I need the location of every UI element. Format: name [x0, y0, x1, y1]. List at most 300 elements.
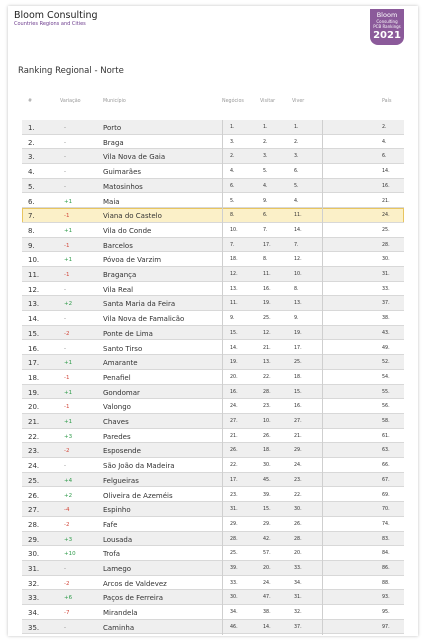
badge-line2: Consulting	[376, 19, 398, 24]
business-cell: 30.	[230, 595, 238, 601]
rank-cell: 34.	[28, 609, 40, 618]
variation-cell: -2	[64, 330, 70, 337]
visit-cell: 1.	[263, 125, 268, 130]
country-cell: 43.	[382, 330, 390, 336]
business-cell: 14.	[230, 345, 238, 351]
municipality-cell: Fafe	[103, 520, 118, 529]
business-cell: 22.	[230, 463, 238, 469]
country-cell: 52.	[382, 360, 390, 366]
table-row	[8, 620, 418, 635]
country-cell: 56.	[382, 404, 390, 410]
municipality-cell: Viana do Castelo	[103, 212, 162, 221]
live-cell: 24.	[294, 463, 302, 469]
municipality-cell: Braga	[103, 138, 124, 147]
badge-line3: PCB Rankings	[373, 24, 401, 29]
municipality-cell: Porto	[103, 124, 122, 132]
rank-cell: 4.	[28, 168, 35, 177]
rank-cell: 14.	[28, 315, 40, 324]
variation-cell: +2	[64, 492, 73, 499]
rank-cell: 16.	[28, 344, 40, 353]
table-row	[8, 414, 418, 429]
table-row	[8, 120, 418, 135]
country-cell: 69.	[382, 492, 390, 498]
rank-cell: 29.	[28, 535, 40, 544]
table-row	[8, 296, 418, 311]
rank-cell: 18.	[28, 373, 40, 382]
business-cell: 23.	[230, 492, 238, 498]
business-cell: 21.	[230, 433, 238, 439]
table-row	[8, 149, 418, 164]
business-cell: 16.	[230, 389, 238, 395]
country-cell: 6.	[382, 154, 387, 160]
rank-cell: 26.	[28, 491, 40, 500]
page-title: Ranking Regional - Norte	[18, 66, 124, 76]
country-cell: 88.	[382, 580, 390, 586]
row-background	[22, 267, 404, 282]
live-cell: 16.	[294, 404, 302, 410]
country-cell: 58.	[382, 419, 390, 424]
rank-cell: 21.	[28, 418, 40, 426]
table-row	[8, 355, 418, 370]
municipality-cell: Chaves	[103, 418, 129, 426]
table-row	[8, 252, 418, 267]
business-cell: 10.	[230, 227, 238, 233]
row-background	[22, 326, 404, 341]
row-background	[22, 296, 404, 311]
rank-cell: 7.	[28, 212, 35, 221]
rank-cell: 12.	[28, 285, 40, 294]
business-cell: 24.	[230, 404, 238, 410]
municipality-cell: Paços de Ferreira	[103, 594, 164, 603]
visit-cell: 4.	[263, 183, 268, 189]
live-cell: 3.	[294, 154, 299, 160]
table-row	[8, 135, 418, 150]
business-cell: 13.	[230, 286, 238, 292]
header-municipality: Município	[103, 99, 126, 104]
rank-cell: 30.	[28, 550, 40, 559]
live-cell: 34.	[294, 580, 302, 586]
variation-cell: +4	[64, 477, 73, 484]
visit-cell: 6.	[263, 213, 268, 219]
municipality-cell: São João da Madeira	[103, 462, 175, 471]
table-row	[8, 502, 418, 517]
live-cell: 23.	[294, 477, 302, 483]
table-row	[8, 546, 418, 561]
visit-cell: 20.	[263, 566, 271, 571]
table-row	[8, 238, 418, 253]
variation-cell: -	[64, 463, 66, 470]
row-background	[22, 502, 404, 517]
table-row	[8, 429, 418, 444]
business-cell: 29.	[230, 521, 238, 527]
table-row	[8, 326, 418, 341]
business-cell: 15.	[230, 330, 238, 336]
business-cell: 2.	[230, 154, 235, 160]
visit-cell: 22.	[263, 374, 271, 380]
country-cell: 63.	[382, 448, 390, 454]
variation-cell: -	[64, 125, 66, 131]
visit-cell: 39.	[263, 492, 271, 498]
rank-cell: 10.	[28, 256, 40, 265]
business-cell: 33.	[230, 580, 238, 586]
municipality-cell: Esposende	[103, 447, 141, 456]
header-visit: Visitar	[260, 99, 276, 104]
rank-cell: 33.	[28, 594, 40, 603]
header-variation: Variação	[60, 99, 81, 104]
live-cell: 2.	[294, 139, 299, 145]
table-row	[8, 208, 418, 223]
business-cell: 26.	[230, 448, 238, 454]
live-cell: 11.	[294, 213, 302, 219]
variation-cell: +3	[64, 536, 73, 543]
visit-cell: 11.	[263, 272, 271, 277]
municipality-cell: Guimarães	[103, 168, 142, 177]
variation-cell: +6	[64, 595, 73, 602]
visit-cell: 8.	[263, 257, 268, 263]
header-rank: #	[28, 99, 33, 104]
municipality-cell: Santo Tirso	[103, 344, 143, 353]
live-cell: 17.	[294, 345, 302, 351]
business-cell: 3.	[230, 139, 235, 145]
country-cell: 95.	[382, 610, 390, 616]
variation-cell: +1	[64, 198, 73, 205]
municipality-cell: Vila Real	[103, 285, 134, 294]
visit-cell: 25.	[263, 316, 271, 322]
visit-cell: 10.	[263, 419, 271, 424]
variation-cell: -	[64, 345, 66, 352]
variation-cell: -1	[64, 374, 70, 381]
table-row	[8, 194, 418, 209]
rank-cell: 5.	[28, 182, 35, 191]
country-cell: 61.	[382, 433, 390, 439]
visit-cell: 30.	[263, 463, 271, 469]
visit-cell: 28.	[263, 389, 271, 395]
rank-cell: 17.	[28, 359, 40, 368]
table-row	[8, 517, 418, 532]
municipality-cell: Ponte de Lima	[103, 329, 153, 338]
country-cell: 14.	[382, 169, 390, 175]
table-row	[8, 267, 418, 282]
table-row	[8, 561, 418, 576]
variation-cell: -	[64, 183, 66, 190]
live-cell: 21.	[294, 433, 302, 439]
variation-cell: -1	[64, 242, 70, 249]
ranking-badge	[370, 9, 404, 45]
live-cell: 13.	[294, 301, 302, 307]
live-cell: 33.	[294, 566, 302, 571]
country-cell: 67.	[382, 477, 390, 483]
business-cell: 9.	[230, 316, 235, 322]
municipality-cell: Póvoa de Varzim	[103, 256, 162, 265]
row-background	[22, 561, 404, 576]
table-row	[8, 458, 418, 473]
country-cell: 54.	[382, 374, 390, 380]
table-row	[8, 473, 418, 488]
visit-cell: 15.	[263, 507, 271, 513]
table-row	[8, 164, 418, 179]
live-cell: 25.	[294, 360, 302, 366]
business-cell: 11.	[230, 301, 238, 307]
variation-cell: -7	[64, 610, 70, 617]
table-row	[8, 311, 418, 326]
visit-cell: 42.	[263, 536, 271, 542]
country-cell: 74.	[382, 521, 390, 527]
variation-cell: +1	[64, 360, 73, 367]
business-cell: 17.	[230, 477, 238, 483]
country-cell: 33.	[382, 286, 390, 292]
live-cell: 37.	[294, 624, 302, 630]
country-cell: 31.	[382, 272, 390, 277]
rank-cell: 6.	[28, 197, 35, 206]
row-divider	[22, 633, 404, 634]
country-cell: 38.	[382, 316, 390, 322]
variation-cell: -	[64, 286, 66, 293]
row-background	[22, 179, 404, 194]
variation-cell: -	[64, 316, 66, 323]
live-cell: 8.	[294, 286, 299, 292]
visit-cell: 19.	[263, 301, 271, 307]
table-row	[8, 282, 418, 297]
business-cell: 6.	[230, 183, 235, 189]
country-cell: 97.	[382, 624, 390, 630]
live-cell: 30.	[294, 507, 302, 513]
column-divider	[322, 120, 323, 635]
live-cell: 10.	[294, 272, 302, 277]
visit-cell: 18.	[263, 448, 271, 454]
variation-cell: +1	[64, 257, 73, 264]
brand-subtitle: Countries Regions and Cities	[14, 21, 86, 27]
visit-cell: 38.	[263, 610, 271, 616]
country-cell: 37.	[382, 301, 390, 307]
business-cell: 46.	[230, 624, 238, 630]
table-row	[8, 223, 418, 238]
row-background	[22, 532, 404, 547]
table-row	[8, 576, 418, 591]
variation-cell: -2	[64, 521, 70, 528]
variation-cell: +1	[64, 227, 73, 234]
row-background	[22, 414, 404, 429]
municipality-cell: Paredes	[103, 432, 131, 441]
country-cell: 49.	[382, 345, 390, 351]
rank-cell: 23.	[28, 447, 40, 456]
rank-cell: 25.	[28, 476, 40, 485]
visit-cell: 12.	[263, 330, 271, 336]
municipality-cell: Bragança	[103, 271, 137, 279]
rank-cell: 1.	[28, 124, 35, 132]
visit-cell: 29.	[263, 521, 271, 527]
variation-cell: +1	[64, 419, 73, 425]
visit-cell: 7.	[263, 227, 268, 233]
visit-cell: 21.	[263, 345, 271, 351]
row-background	[22, 473, 404, 488]
country-cell: 83.	[382, 536, 390, 542]
municipality-cell: Trofa	[103, 550, 121, 559]
municipality-cell: Lamego	[103, 565, 132, 573]
business-cell: 19.	[230, 360, 238, 366]
business-cell: 1.	[230, 125, 235, 130]
table-row	[8, 370, 418, 385]
business-cell: 20.	[230, 374, 238, 380]
rank-cell: 27.	[28, 506, 40, 515]
table-row	[8, 605, 418, 620]
municipality-cell: Felgueiras	[103, 476, 139, 485]
live-cell: 19.	[294, 330, 302, 336]
visit-cell: 5.	[263, 169, 268, 175]
variation-cell: -4	[64, 507, 70, 514]
row-background	[22, 238, 404, 253]
rank-cell: 8.	[28, 226, 35, 235]
live-cell: 14.	[294, 227, 302, 233]
header-country: País	[382, 99, 392, 104]
country-cell: 55.	[382, 389, 390, 395]
country-cell: 16.	[382, 183, 390, 189]
rank-cell: 28.	[28, 520, 40, 529]
table-row	[8, 399, 418, 414]
live-cell: 9.	[294, 316, 299, 322]
badge-line1: Bloom	[376, 11, 398, 19]
visit-cell: 47.	[263, 595, 271, 601]
rank-cell: 32.	[28, 579, 40, 588]
visit-cell: 2.	[263, 139, 268, 145]
variation-cell: +10	[64, 551, 76, 558]
country-cell: 25.	[382, 227, 390, 233]
rank-cell: 11.	[28, 271, 40, 279]
variation-cell: -	[64, 169, 66, 176]
live-cell: 26.	[294, 521, 302, 527]
variation-cell: -	[64, 566, 66, 572]
municipality-cell: Penafiel	[103, 373, 131, 382]
municipality-cell: Gondomar	[103, 388, 140, 397]
visit-cell: 24.	[263, 580, 271, 586]
live-cell: 1.	[294, 125, 299, 130]
rank-cell: 9.	[28, 241, 35, 250]
variation-cell: -2	[64, 448, 70, 455]
table-header	[8, 99, 418, 109]
country-cell: 84.	[382, 551, 390, 557]
municipality-cell: Matosinhos	[103, 182, 143, 191]
header-business: Negócios	[222, 99, 244, 104]
badge-year: 2021	[373, 30, 401, 41]
visit-cell: 26.	[263, 433, 271, 439]
header-live: Viver	[292, 99, 305, 104]
business-cell: 18.	[230, 257, 238, 263]
visit-cell: 3.	[263, 154, 268, 160]
live-cell: 7.	[294, 242, 299, 248]
visit-cell: 23.	[263, 404, 271, 410]
variation-cell: -1	[64, 404, 70, 411]
live-cell: 4.	[294, 198, 299, 204]
municipality-cell: Caminha	[103, 623, 135, 632]
visit-cell: 9.	[263, 198, 268, 204]
table-row	[8, 385, 418, 400]
row-background	[22, 208, 404, 223]
table-row	[8, 488, 418, 503]
rank-cell: 35.	[28, 623, 40, 632]
country-cell: 86.	[382, 566, 390, 571]
table-row	[8, 341, 418, 356]
rank-cell: 24.	[28, 462, 40, 471]
business-cell: 27.	[230, 419, 238, 424]
municipality-cell: Vila Nova de Famalicão	[103, 315, 185, 324]
municipality-cell: Arcos de Valdevez	[103, 579, 167, 588]
variation-cell: -	[64, 154, 66, 161]
municipality-cell: Valongo	[103, 403, 131, 412]
rank-cell: 22.	[28, 432, 40, 441]
visit-cell: 13.	[263, 360, 271, 366]
row-background	[22, 120, 404, 135]
municipality-cell: Espinho	[103, 506, 131, 515]
rank-cell: 3.	[28, 153, 35, 162]
municipality-cell: Santa Maria da Feira	[103, 300, 176, 309]
live-cell: 18.	[294, 374, 302, 380]
business-cell: 8.	[230, 213, 235, 219]
business-cell: 12.	[230, 272, 238, 277]
business-cell: 39.	[230, 566, 238, 571]
table-row	[8, 443, 418, 458]
row-background	[22, 149, 404, 164]
variation-cell: +1	[64, 389, 73, 396]
live-cell: 27.	[294, 419, 302, 424]
municipality-cell: Amarante	[103, 359, 138, 368]
live-cell: 15.	[294, 389, 302, 395]
variation-cell: -	[64, 139, 66, 146]
live-cell: 5.	[294, 183, 299, 189]
column-divider	[222, 120, 223, 635]
country-cell: 66.	[382, 463, 390, 469]
row-background	[22, 590, 404, 605]
variation-cell: -1	[64, 213, 70, 220]
live-cell: 12.	[294, 257, 302, 263]
municipality-cell: Maia	[103, 197, 120, 206]
visit-cell: 45.	[263, 477, 271, 483]
municipality-cell: Mirandela	[103, 609, 138, 618]
municipality-cell: Oliveira de Azeméis	[103, 491, 173, 500]
row-background	[22, 385, 404, 400]
municipality-cell: Lousada	[103, 535, 133, 544]
country-cell: 21.	[382, 198, 390, 204]
business-cell: 31.	[230, 507, 238, 513]
ranking-page	[8, 6, 418, 636]
live-cell: 28.	[294, 536, 302, 542]
live-cell: 32.	[294, 610, 302, 616]
business-cell: 34.	[230, 610, 238, 616]
live-cell: 29.	[294, 448, 302, 454]
brand-logo	[14, 10, 98, 28]
country-cell: 2.	[382, 125, 387, 130]
variation-cell: -2	[64, 580, 70, 587]
table-row	[8, 590, 418, 605]
variation-cell: +3	[64, 433, 73, 440]
business-cell: 5.	[230, 198, 235, 204]
municipality-cell: Vila Nova de Gaia	[103, 153, 166, 162]
live-cell: 20.	[294, 551, 302, 557]
table-row	[8, 532, 418, 547]
business-cell: 4.	[230, 169, 235, 175]
country-cell: 30.	[382, 257, 390, 263]
visit-cell: 17.	[263, 242, 271, 248]
business-cell: 28.	[230, 536, 238, 542]
live-cell: 6.	[294, 169, 299, 175]
rank-cell: 2.	[28, 138, 35, 147]
visit-cell: 16.	[263, 286, 271, 292]
municipality-cell: Vila do Conde	[103, 226, 152, 235]
visit-cell: 57.	[263, 551, 271, 557]
row-background	[22, 620, 404, 635]
live-cell: 31.	[294, 595, 302, 601]
variation-cell: -1	[64, 272, 70, 278]
municipality-cell: Barcelos	[103, 241, 133, 250]
row-background	[22, 443, 404, 458]
